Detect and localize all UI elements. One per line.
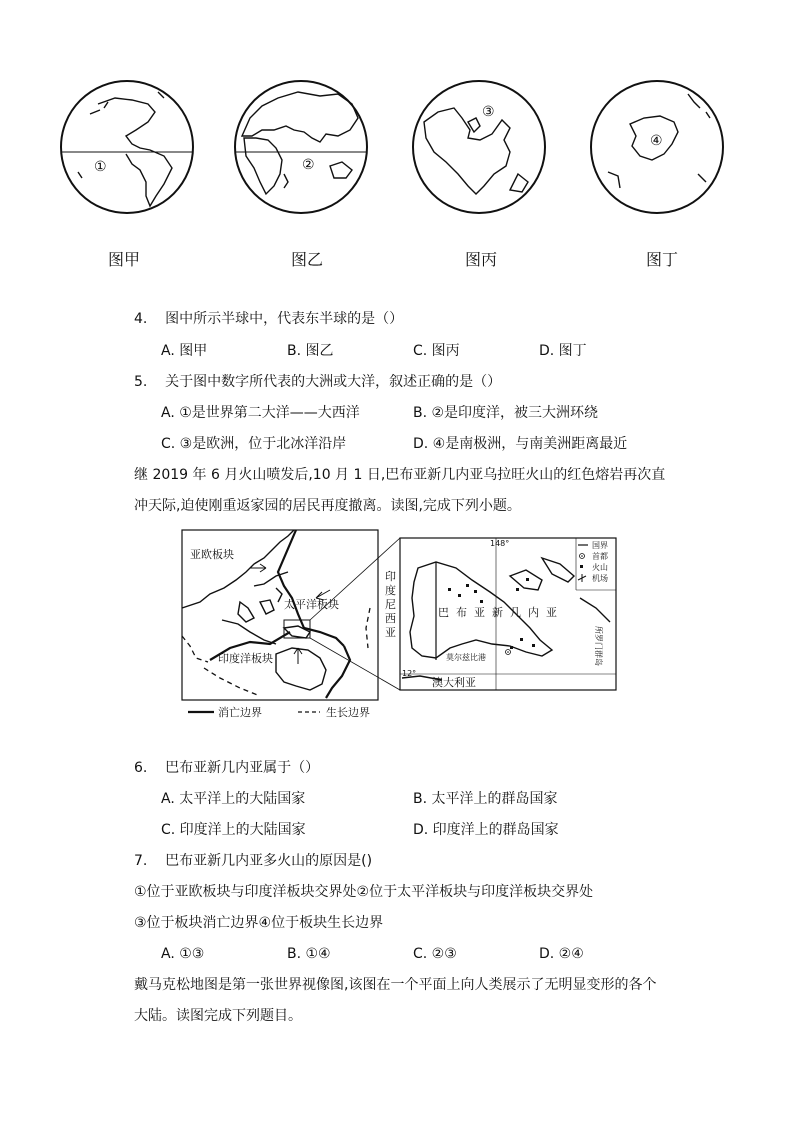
- label-solomon: 所罗门群岛: [594, 626, 603, 666]
- q6-option-c: C. 印度洋上的大陆国家: [161, 822, 306, 838]
- globe-jia: [60, 78, 194, 216]
- label-indonesia-5: 亚: [385, 626, 396, 639]
- label-indonesia-4: 西: [385, 612, 396, 625]
- passage2-line1: 戴马克松地图是第一张世界视像图,该图在一个平面上向人类展示了无明显变形的各个: [134, 977, 657, 993]
- legend-capital: 首都: [592, 552, 608, 561]
- q7-option-a: A. ①③: [161, 946, 205, 962]
- label-moresby: 莫尔兹比港: [446, 653, 486, 662]
- q4-option-a: A. 图甲: [161, 343, 208, 359]
- legend-volcano: 火山: [592, 563, 608, 572]
- passage1-line1: 继 2019 年 6 月火山喷发后,10 月 1 日,巴布亚新几内亚乌拉旺火山的红色熔岩再次直: [134, 467, 666, 483]
- label-png-7: 亚: [546, 606, 557, 619]
- q7-option-c: C. ②③: [413, 946, 457, 962]
- plate-map: [180, 528, 620, 724]
- label-png-1: 巴: [438, 606, 449, 619]
- legend-subduction: 消亡边界: [218, 706, 262, 719]
- legend-growth: 生长边界: [326, 706, 370, 719]
- q4-option-d: D. 图丁: [539, 343, 587, 359]
- q6-option-a: A. 太平洋上的大陆国家: [161, 791, 306, 807]
- label-lon: 148°: [490, 539, 510, 548]
- q7-option-b: B. ①④: [287, 946, 331, 962]
- label-eurasian-plate: 亚欧板块: [190, 548, 234, 561]
- label-png-5: 几: [510, 606, 521, 619]
- q5-option-d: D. ④是南极洲，与南美洲距离最近: [413, 436, 628, 452]
- label-pacific-plate: 太平洋板块: [284, 598, 339, 611]
- label-indonesia-1: 印: [385, 570, 396, 583]
- q6-option-b: B. 太平洋上的群岛国家: [413, 791, 558, 807]
- globe-jia-marker: ①: [94, 159, 107, 175]
- q7-option-d: D. ②④: [539, 946, 584, 962]
- label-lat: 12°: [402, 669, 417, 678]
- label-indonesia-2: 度: [385, 584, 396, 597]
- caption-yi: 图乙: [291, 250, 324, 269]
- globe-bing: [410, 78, 548, 216]
- q7-line2: ③位于板块消亡边界④位于板块生长边界: [134, 915, 384, 931]
- label-png-2: 布: [456, 606, 467, 619]
- q4-option-b: B. 图乙: [287, 343, 334, 359]
- globe-ding: [588, 78, 726, 216]
- q5-stem: 5. 关于图中数字所代表的大洲或大洋，叙述正确的是（）: [134, 374, 502, 390]
- plate-map-right-frame: [400, 538, 616, 690]
- caption-ding: 图丁: [646, 250, 679, 269]
- passage1-line2: 冲天际,迫使刚重返家园的居民再度撤离。读图,完成下列小题。: [134, 498, 521, 514]
- q4-option-c: C. 图丙: [413, 343, 460, 359]
- globe-ding-marker: ④: [650, 133, 663, 149]
- label-australia: 澳大利亚: [432, 676, 476, 689]
- q5-option-a: A. ①是世界第二大洋——大西洋: [161, 405, 360, 421]
- label-indonesia-3: 尼: [385, 598, 396, 611]
- q6-stem: 6. 巴布亚新几内亚属于（）: [134, 760, 320, 776]
- globe-yi: [234, 78, 368, 216]
- caption-bing: 图丙: [465, 250, 498, 269]
- caption-jia: 图甲: [108, 250, 141, 269]
- legend-airport: 机场: [592, 574, 608, 583]
- globe-bing-marker: ③: [482, 104, 495, 120]
- q7-line1: ①位于亚欧板块与印度洋板块交界处②位于太平洋板块与印度洋板块交界处: [134, 884, 594, 900]
- q4-stem: 4. 图中所示半球中，代表东半球的是（）: [134, 311, 404, 327]
- globe-yi-marker: ②: [302, 157, 315, 173]
- label-png-3: 亚: [474, 606, 485, 619]
- q7-stem: 7. 巴布亚新几内亚多火山的原因是(): [134, 853, 373, 869]
- q5-option-c: C. ③是欧洲，位于北冰洋沿岸: [161, 436, 347, 452]
- legend-border: 国界: [592, 541, 608, 550]
- passage2-line2: 大陆。读图完成下列题目。: [134, 1008, 302, 1024]
- label-png-4: 新: [492, 606, 503, 619]
- q5-option-b: B. ②是印度洋，被三大洲环绕: [413, 405, 599, 421]
- label-png-6: 内: [528, 606, 539, 619]
- label-indian-plate: 印度洋板块: [218, 652, 273, 665]
- q6-option-d: D. 印度洋上的群岛国家: [413, 822, 559, 838]
